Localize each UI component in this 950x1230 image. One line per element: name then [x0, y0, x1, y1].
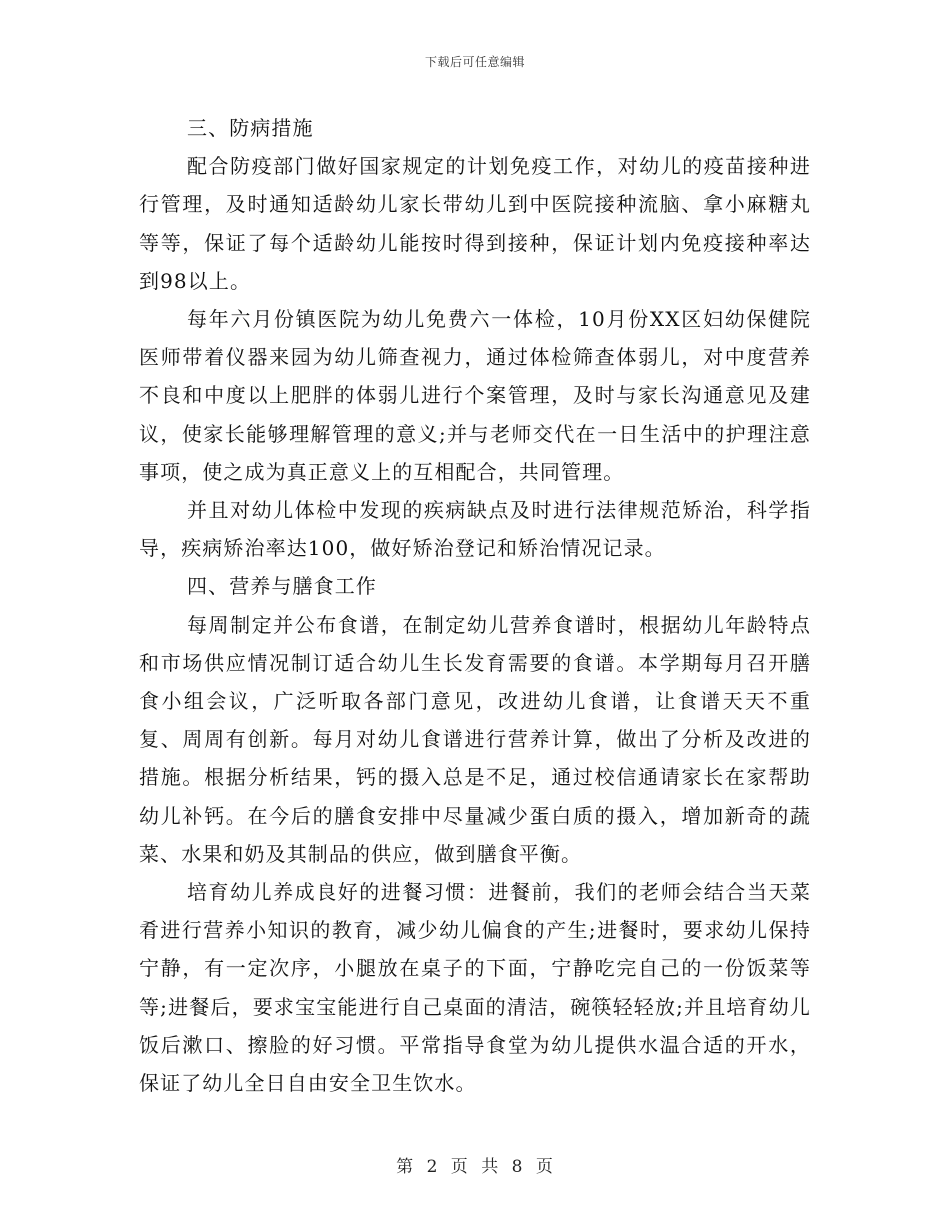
section-heading-nutrition: 四、营养与膳食工作	[187, 574, 377, 599]
paragraph-eating-habits: 培育幼儿养成良好的进餐习惯：进餐前，我们的老师会结合当天菜肴进行营养小知识的教育，减少幼儿偏食的产生;进餐时，要求幼儿保持宁静，有一定次序，小腿放在桌子的下面，宁静吃完自己的一份饭菜等等;进餐后，要求宝宝能进行自己桌面的清洁，碗筷轻轻放;并且培育幼儿饭后漱口、擦脸的好习惯。平常指导食堂为幼儿提供水温合适的开水，保证了幼儿全日自由安全卫生饮水。	[139, 880, 811, 1096]
footer-total-pages: 8	[511, 1157, 524, 1177]
footer-suffix: 页	[535, 1157, 554, 1177]
page-header-note: 下载后可任意编辑	[424, 55, 525, 69]
paragraph-treatment: 并且对幼儿体检中发现的疾病缺点及时进行法律规范矫治，科学指导，疾病矫治率达100，做好矫治登记和矫治情况记录。	[139, 498, 811, 561]
footer-total-word: 共	[481, 1157, 500, 1177]
footer-current-page: 2	[426, 1157, 439, 1177]
section-heading-disease-prevention: 三、防病措施	[187, 116, 314, 140]
paragraph-health-check: 每年六月份镇医院为幼儿免费六一体检，10月份XX区妇幼保健院医师带着仪器来园为幼儿筛查视力，通过体检筛查体弱儿，对中度营养不良和中度以上肥胖的体弱儿进行个案管理，及时与家长沟通意见及建议，使家长能够理解管理的意义;并与老师交代在一日生活中的护理注意事项，使之成为真正意义上的互相配合，共同管理。	[139, 307, 811, 484]
footer-page-word: 页	[450, 1157, 469, 1177]
page-footer	[0, 1152, 950, 1177]
paragraph-immunization: 配合防疫部门做好国家规定的计划免疫工作，对幼儿的疫苗接种进行管理，及时通知适龄幼儿家长带幼儿到中医院接种流脑、拿小麻糖丸等等，保证了每个适龄幼儿能按时得到接种，保证计划内免疫接种率达到98以上。	[139, 154, 811, 293]
paragraph-menu-planning: 每周制定并公布食谱，在制定幼儿营养食谱时，根据幼儿年龄特点和市场供应情况制订适合幼儿生长发育需要的食谱。本学期每月召开膳食小组会议，广泛听取各部门意见，改进幼儿食谱，让食谱天天不重复、周周有创新。每月对幼儿食谱进行营养计算，做出了分析及改进的措施。根据分析结果，钙的摄入总是不足，通过校信通请家长在家帮助幼儿补钙。在今后的膳食安排中尽量减少蛋白质的摄入，增加新奇的蔬菜、水果和奶及其制品的供应，做到膳食平衡。	[139, 612, 811, 866]
footer-prefix: 第	[396, 1157, 415, 1177]
document-body	[139, 109, 811, 1102]
